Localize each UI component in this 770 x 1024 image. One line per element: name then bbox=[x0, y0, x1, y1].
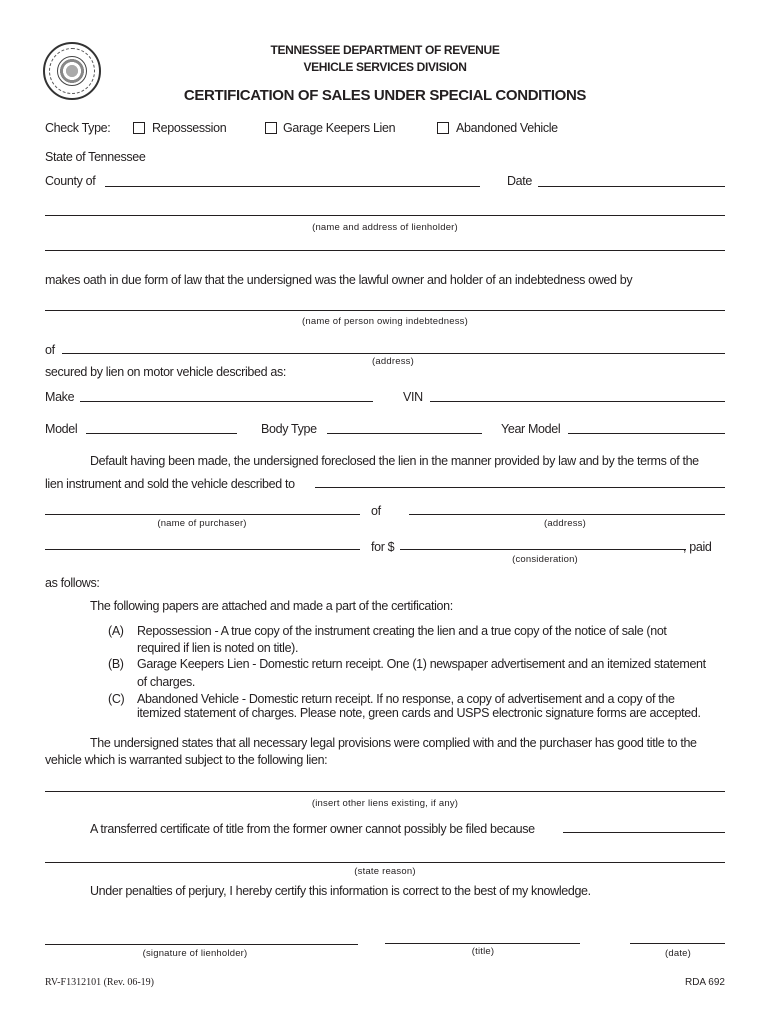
title-field[interactable] bbox=[385, 943, 580, 944]
consideration-caption: (consideration) bbox=[512, 554, 578, 565]
model-label: Model bbox=[45, 422, 78, 436]
item-a-letter: (A) bbox=[108, 624, 124, 638]
consideration-field[interactable] bbox=[400, 549, 686, 550]
form-title: CERTIFICATION OF SALES UNDER SPECIAL CONDITIONS bbox=[183, 87, 587, 104]
checkbox-abandoned-vehicle[interactable] bbox=[437, 122, 449, 134]
person-owing-caption: (name of person owing indebtedness) bbox=[302, 316, 468, 327]
legal-text: The undersigned states that all necessary legal provisions were complied with and the purchaser has good title to the bbox=[90, 736, 697, 750]
department-name: TENNESSEE DEPARTMENT OF REVENUE bbox=[270, 43, 500, 57]
date-field[interactable] bbox=[538, 186, 725, 187]
body-type-field[interactable] bbox=[327, 433, 482, 434]
item-c-text-cont: itemized statement of charges. Please note, green cards and USPS electronic signature forms are accepted. bbox=[137, 706, 701, 720]
other-liens-field[interactable] bbox=[45, 791, 725, 792]
make-label: Make bbox=[45, 390, 75, 404]
rda-number: RDA 692 bbox=[684, 977, 725, 988]
for-label: for $ bbox=[371, 540, 395, 554]
body-type-label: Body Type bbox=[261, 422, 317, 436]
title-caption: (title) bbox=[471, 946, 495, 957]
legal-text-cont: vehicle which is warranted subject to the following lien: bbox=[45, 753, 328, 767]
signature-date-field[interactable] bbox=[630, 943, 725, 944]
model-field[interactable] bbox=[86, 433, 237, 434]
county-field[interactable] bbox=[105, 186, 480, 187]
date-label: Date bbox=[507, 174, 533, 188]
of-label-2: of bbox=[371, 504, 381, 518]
perjury-text: Under penalties of perjury, I hereby certify this information is correct to the best of my knowledge. bbox=[90, 884, 591, 898]
lienholder-caption: (name and address of lienholder) bbox=[312, 222, 458, 233]
secured-text: secured by lien on motor vehicle described as: bbox=[45, 365, 286, 379]
oath-text: makes oath in due form of law that the undersigned was the lawful owner and holder of an indebtedness owed by bbox=[45, 273, 633, 287]
reason-field-1[interactable] bbox=[563, 832, 725, 833]
other-liens-caption: (insert other liens existing, if any) bbox=[311, 798, 459, 809]
as-follows-text: as follows: bbox=[45, 576, 100, 590]
vin-field[interactable] bbox=[430, 401, 725, 402]
signature-field[interactable] bbox=[45, 944, 358, 945]
option-abandoned-vehicle: Abandoned Vehicle bbox=[456, 121, 558, 135]
check-type-label: Check Type: bbox=[45, 121, 111, 135]
lienholder-field-line1[interactable] bbox=[45, 215, 725, 216]
papers-text: The following papers are attached and made a part of the certification: bbox=[90, 599, 453, 613]
sold-to-text: lien instrument and sold the vehicle described to bbox=[45, 477, 295, 491]
item-a-text: Repossession - A true copy of the instrument creating the lien and a true copy of the notice of sale (not bbox=[137, 624, 667, 638]
make-field[interactable] bbox=[80, 401, 373, 402]
sold-to-field[interactable] bbox=[315, 487, 725, 488]
date-caption: (date) bbox=[664, 948, 692, 959]
paid-label: , paid bbox=[683, 540, 712, 554]
item-c-text: Abandoned Vehicle - Domestic return receipt. If no response, a copy of advertisement and a copy of the bbox=[137, 692, 675, 706]
item-b-letter: (B) bbox=[108, 657, 124, 671]
option-garage-keepers-lien: Garage Keepers Lien bbox=[283, 121, 396, 135]
state-label: State of Tennessee bbox=[45, 150, 146, 164]
item-b-text: Garage Keepers Lien - Domestic return receipt. One (1) newspaper advertisement and an itemized statement bbox=[137, 657, 706, 671]
year-model-label: Year Model bbox=[501, 422, 561, 436]
signature-caption: (signature of lienholder) bbox=[142, 948, 248, 959]
checkbox-garage-keepers-lien[interactable] bbox=[265, 122, 277, 134]
checkbox-repossession[interactable] bbox=[133, 122, 145, 134]
item-a-text-cont: required if lien is noted on title). bbox=[137, 641, 299, 655]
division-name: VEHICLE SERVICES DIVISION bbox=[303, 60, 467, 74]
county-label: County of bbox=[45, 174, 96, 188]
reason-field-2[interactable] bbox=[45, 862, 725, 863]
purchaser-address-field[interactable] bbox=[409, 514, 725, 515]
purchaser-address-caption: (address) bbox=[544, 518, 586, 529]
purchaser-name-field-2[interactable] bbox=[45, 549, 360, 550]
state-reason-caption: (state reason) bbox=[354, 866, 416, 877]
year-model-field[interactable] bbox=[568, 433, 725, 434]
lienholder-field-line2[interactable] bbox=[45, 250, 725, 251]
default-paragraph: Default having been made, the undersigned foreclosed the lien in the manner provided by law and by the terms of the bbox=[90, 454, 699, 468]
vin-label: VIN bbox=[403, 390, 423, 404]
form-number: RV-F1312101 (Rev. 06-19) bbox=[45, 977, 155, 988]
item-c-letter: (C) bbox=[108, 692, 125, 706]
person-owing-field[interactable] bbox=[45, 310, 725, 311]
purchaser-name-field[interactable] bbox=[45, 514, 360, 515]
address-caption: (address) bbox=[372, 356, 414, 367]
option-repossession: Repossession bbox=[152, 121, 227, 135]
of-label: of bbox=[45, 343, 55, 357]
debtor-address-field[interactable] bbox=[62, 353, 725, 354]
transferred-text: A transferred certificate of title from the former owner cannot possibly be filed because bbox=[90, 822, 535, 836]
state-seal-logo bbox=[43, 42, 101, 100]
purchaser-caption: (name of purchaser) bbox=[157, 518, 247, 529]
item-b-text-cont: of charges. bbox=[137, 675, 195, 689]
